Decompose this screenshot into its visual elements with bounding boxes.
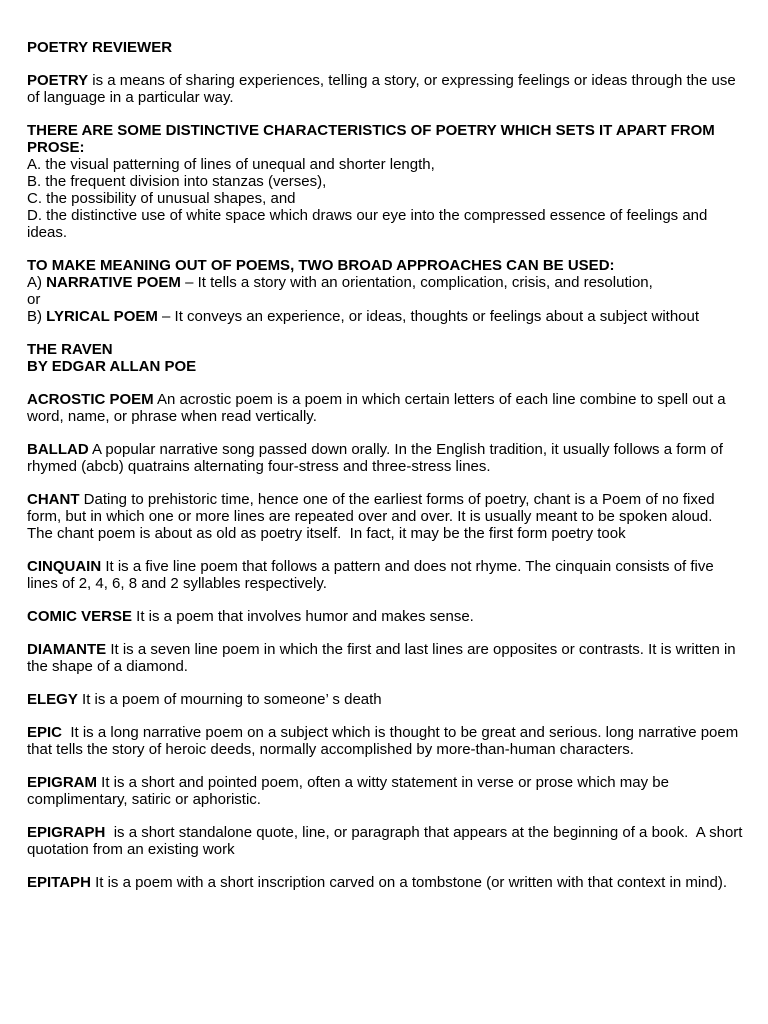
term-elegy bbox=[27, 691, 745, 708]
term-definition: It is a short and pointed poem, often a witty statement in verse or prose which may be complimentary, satiric or aphoristic. bbox=[27, 774, 674, 808]
narrative-poem-term: NARRATIVE POEM bbox=[46, 274, 181, 291]
term-cinquain bbox=[27, 558, 745, 592]
term-definition: It is a poem with a short inscription carved on a tombstone (or written with that context in mind). bbox=[90, 874, 728, 891]
approach-narrative bbox=[27, 274, 745, 291]
narrative-poem-text: – It tells a story with an orientation, complication, crisis, and resolution, bbox=[180, 274, 653, 291]
characteristics-heading: THERE ARE SOME DISTINCTIVE CHARACTERISTICS OF POETRY WHICH SETS IT APART FROM PROSE: bbox=[27, 122, 719, 156]
characteristic-item-d: D. the distinctive use of white space which draws our eye into the compressed essence of feelings and ideas. bbox=[27, 207, 712, 241]
term-epigram bbox=[27, 774, 745, 808]
term-label: CHANT bbox=[27, 491, 80, 508]
approaches-section bbox=[27, 257, 745, 325]
poetry-definition-text: is a means of sharing experiences, telling a story, or expressing feelings or ideas through the use of language in a particular way. bbox=[27, 72, 740, 106]
raven-section bbox=[27, 341, 745, 375]
term-definition: Dating to prehistoric time, hence one of the earliest forms of poetry, chant is a Poem of no fixed form, but in which one or more lines are repeated over and over. It is usually meant to be spoken aloud. bbox=[27, 491, 719, 525]
term-label: EPIC bbox=[27, 724, 63, 741]
term-label: ACROSTIC POEM bbox=[27, 391, 154, 408]
term-label: ELEGY bbox=[27, 691, 78, 708]
term-chant bbox=[27, 491, 745, 542]
term-ballad bbox=[27, 441, 745, 475]
lyrical-poem-term: LYRICAL POEM bbox=[46, 308, 158, 325]
term-epitaph bbox=[27, 874, 745, 891]
approach-a-prefix: A) bbox=[27, 274, 47, 291]
term-definition: It is a seven line poem in which the first and last lines are opposites or contrasts. It is written in the shape of a diamond. bbox=[27, 641, 740, 675]
term-comic-verse bbox=[27, 608, 745, 625]
term-label: EPIGRAPH bbox=[27, 824, 106, 841]
characteristic-item-b: B. the frequent division into stanzas (verses), bbox=[27, 173, 327, 190]
approach-b-prefix: B) bbox=[27, 308, 47, 325]
term-definition: It is a poem that involves humor and makes sense. bbox=[132, 608, 474, 625]
term-acrostic-poem bbox=[27, 391, 745, 425]
raven-title: THE RAVEN bbox=[27, 341, 113, 358]
term-definition: is a short standalone quote, line, or paragraph that appears at the beginning of a book. A short quotation from an existing work bbox=[27, 824, 747, 858]
characteristic-item-c: C. the possibility of unusual shapes, and bbox=[27, 190, 296, 207]
term-diamante bbox=[27, 641, 745, 675]
term-epic bbox=[27, 724, 745, 758]
characteristics-section bbox=[27, 122, 745, 241]
document-page bbox=[27, 39, 745, 891]
characteristic-item-a: A. the visual patterning of lines of unequal and shorter length, bbox=[27, 156, 435, 173]
term-definition: It is a five line poem that follows a pattern and does not rhyme. The cinquain consists of five lines of 2, 4, 6, 8 and 2 syllables respectively. bbox=[27, 558, 718, 592]
term-definition: A popular narrative song passed down orally. In the English tradition, it usually follows a form of rhymed (abcb) quatrains alternating four-stress and three-stress lines. bbox=[27, 441, 728, 475]
term-epigraph bbox=[27, 824, 745, 858]
raven-author: BY EDGAR ALLAN POE bbox=[27, 358, 197, 375]
poetry-term: POETRY bbox=[27, 72, 89, 89]
term-definition: An acrostic poem is a poem in which certain letters of each line combine to spell out a word, name, or phrase when read vertically. bbox=[27, 391, 730, 425]
approach-lyrical bbox=[27, 308, 745, 325]
term-label: BALLAD bbox=[27, 441, 89, 458]
approach-or: or bbox=[27, 291, 41, 308]
approaches-heading: TO MAKE MEANING OUT OF POEMS, TWO BROAD APPROACHES CAN BE USED: bbox=[27, 257, 615, 274]
term-label: EPITAPH bbox=[27, 874, 91, 891]
term-definition: It is a poem of mourning to someone’ s death bbox=[77, 691, 382, 708]
term-definition: It is a long narrative poem on a subject which is thought to be great and serious. long narrative poem that tells the story of heroic deeds, normally accomplished by more-than-human characters. bbox=[27, 724, 743, 758]
term-label: DIAMANTE bbox=[27, 641, 107, 658]
term-label: EPIGRAM bbox=[27, 774, 98, 791]
term-extra-definition: The chant poem is about as old as poetry itself. In fact, it may be the first form poetry took bbox=[27, 525, 626, 542]
term-label: CINQUAIN bbox=[27, 558, 102, 575]
poetry-definition bbox=[27, 72, 745, 106]
document-title: POETRY REVIEWER bbox=[27, 39, 173, 56]
lyrical-poem-text: – It conveys an experience, or ideas, thoughts or feelings about a subject without bbox=[157, 308, 700, 325]
term-label: COMIC VERSE bbox=[27, 608, 133, 625]
